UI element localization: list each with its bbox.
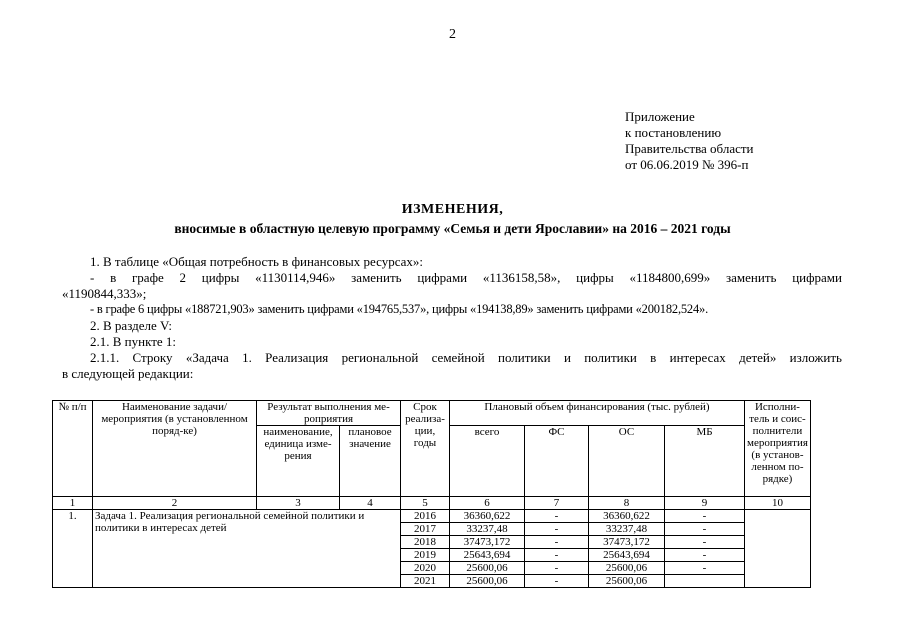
total-cell: 36360,622 [450,510,525,523]
header-result: Результат выполнения ме-роприятия [257,401,401,426]
document-subtitle: вносимые в областную целевую программу «Семья и дети Ярославии» на 2016 – 2021 годы [174,221,731,236]
year-cell: 2021 [401,575,450,588]
column-number: 6 [450,497,525,510]
row-number: 1. [53,510,93,588]
financing-table [52,400,811,588]
os-cell: 33237,48 [589,523,665,536]
header-financing: Плановый объем финансирования (тыс. рублей) [450,401,745,426]
column-number: 7 [525,497,589,510]
fs-cell: - [525,575,589,588]
total-cell: 25600,06 [450,562,525,575]
appendix-block [625,109,754,173]
column-number: 3 [257,497,340,510]
total-cell: 37473,172 [450,536,525,549]
total-cell: 25643,694 [450,549,525,562]
header-mb: МБ [665,426,745,497]
header-os: ОС [589,426,665,497]
page-number: 2 [449,27,456,42]
column-number: 2 [93,497,257,510]
executor-cell [745,510,811,588]
paragraph: - в графе 6 цифры «188721,903» заменить цифрами «194765,537», цифры «194138,89» заменить цифрами «200182,524». [90,302,708,316]
column-number: 10 [745,497,811,510]
os-cell: 37473,172 [589,536,665,549]
column-number: 5 [401,497,450,510]
appendix-line: Приложение [625,109,695,124]
column-number: 8 [589,497,665,510]
mb-cell: - [665,562,745,575]
appendix-line: Правительства области [625,141,754,156]
os-cell: 36360,622 [589,510,665,523]
fs-cell: - [525,536,589,549]
mb-cell [665,575,745,588]
column-number: 9 [665,497,745,510]
task-name: Задача 1. Реализация региональной семейной политики и политики в интересах детей [93,510,401,588]
paragraph: в следующей редакции: [62,366,194,381]
total-cell: 33237,48 [450,523,525,536]
header-fs: ФС [525,426,589,497]
year-cell: 2018 [401,536,450,549]
fs-cell: - [525,549,589,562]
os-cell: 25600,06 [589,575,665,588]
header-term: Срок реализа-ции, годы [401,401,450,497]
paragraph: 1. В таблице «Общая потребность в финансовых ресурсах»: [90,254,424,269]
mb-cell: - [665,549,745,562]
header-result-plan: плановое значение [340,426,401,497]
year-cell: 2020 [401,562,450,575]
header-total: всего [450,426,525,497]
paragraph: «1190844,333»; [62,286,147,301]
mb-cell: - [665,536,745,549]
appendix-line: от 06.06.2019 № 396-п [625,157,749,172]
total-cell: 25600,06 [450,575,525,588]
column-number: 1 [53,497,93,510]
paragraph: 2. В разделе V: [90,318,173,333]
year-cell: 2016 [401,510,450,523]
header-num: № п/п [53,401,93,497]
header-executor: Исполни-тель и соис-полнители мероприятия (в установ-ленном по-рядке) [745,401,811,497]
paragraph: - в графе 2 цифры «1130114,946» заменить цифрами «1136158,58», цифры «1184800,699» заменить цифрами [90,270,842,285]
year-cell: 2017 [401,523,450,536]
header-result-name: наименование, единица изме-рения [257,426,340,497]
fs-cell: - [525,562,589,575]
paragraph: 2.1.1. Строку «Задача 1. Реализация региональной семейной политики и политики в интересах детей» изложить [90,350,842,365]
fs-cell: - [525,523,589,536]
mb-cell: - [665,523,745,536]
mb-cell: - [665,510,745,523]
fs-cell: - [525,510,589,523]
column-number: 4 [340,497,401,510]
paragraph: 2.1. В пункте 1: [90,334,177,349]
os-cell: 25600,06 [589,562,665,575]
os-cell: 25643,694 [589,549,665,562]
document-title: ИЗМЕНЕНИЯ, [401,202,504,217]
appendix-line: к постановлению [625,125,722,140]
year-cell: 2019 [401,549,450,562]
header-name: Наименование задачи/мероприятия (в установленном поряд-ке) [93,401,257,497]
